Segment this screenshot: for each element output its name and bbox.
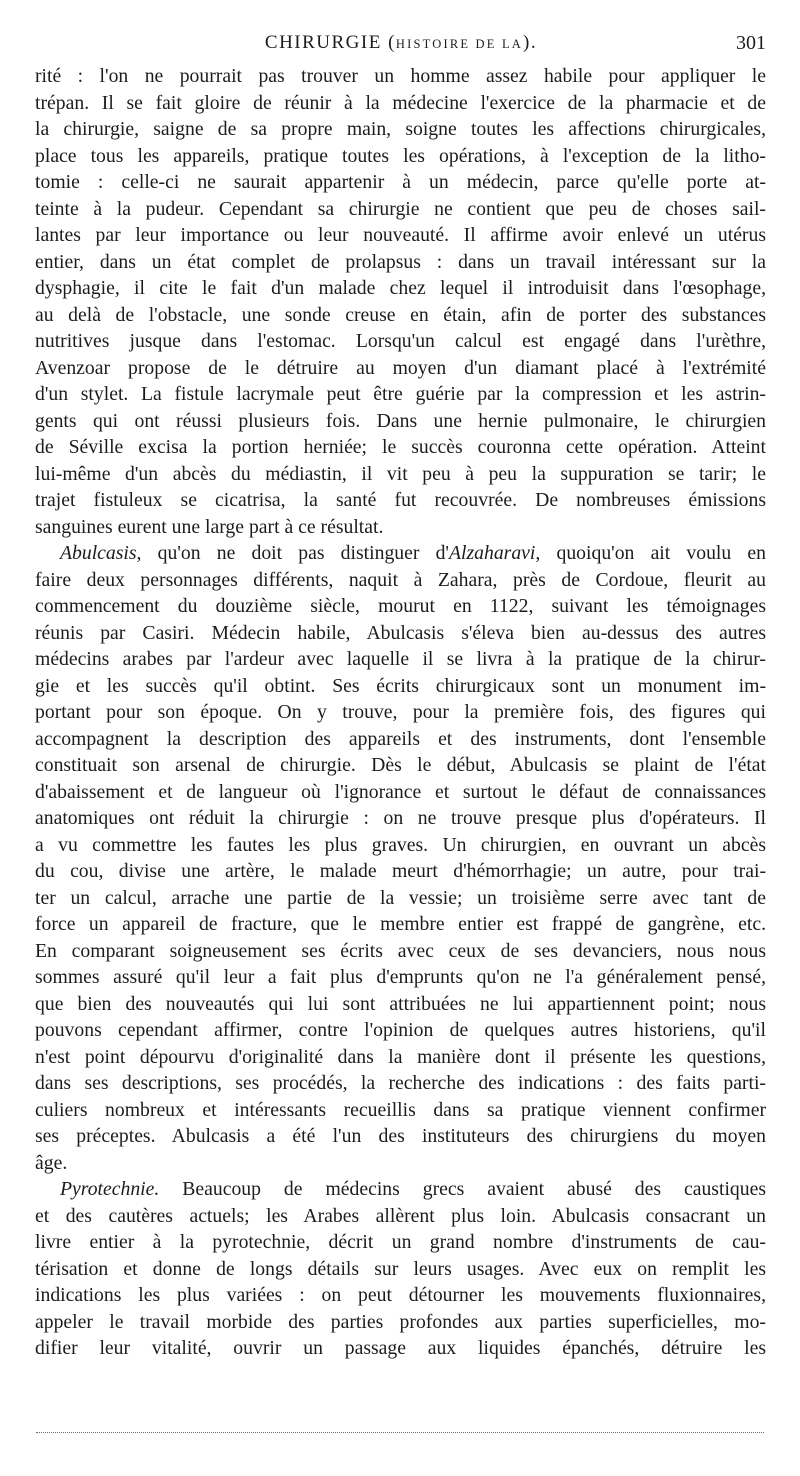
footer-dotted-rule bbox=[36, 1432, 764, 1433]
italic-term-pyrotechnie: Pyrotechnie. bbox=[60, 1178, 160, 1200]
text-line: faire deux personnages différents, naquit à Zahara, près de Cordoue, fleurit au bbox=[35, 568, 766, 591]
text-line: lantes par leur importance ou leur nouveauté. Il affirme avoir enlevé un utérus bbox=[35, 224, 766, 246]
running-title-close: ). bbox=[523, 32, 538, 53]
text-line: de Séville excisa la portion herniée; le succès couronna cette opération. Atteint bbox=[35, 436, 766, 458]
paragraph-abulcasis bbox=[35, 540, 766, 1176]
page-number: 301 bbox=[736, 32, 766, 54]
text-line: force un appareil de fracture, que le membre entier est frappé de gangrène, etc. bbox=[35, 913, 766, 935]
text-line: indications les plus variées : on peut détourner les mouvements fluxionnaires, bbox=[35, 1284, 766, 1306]
text-line: gents qui ont réussi plusieurs fois. Dans une hernie pulmonaire, le chirurgien bbox=[35, 409, 766, 432]
text-line: teinte à la pudeur. Cependant sa chirurgie ne contient que peu de choses sail- bbox=[35, 197, 766, 220]
italic-term-alzaharavi: Alzaharavi, bbox=[448, 542, 541, 564]
text-line: Avenzoar propose de le détruire au moyen d'un diamant placé à l'extrémité bbox=[35, 356, 766, 379]
text-line: réunis par Casiri. Médecin habile, Abulcasis s'éleva bien au-dessus des autres bbox=[35, 621, 766, 644]
text-line: appeler le travail morbide des parties profondes aux parties superficielles, mo- bbox=[35, 1310, 766, 1333]
running-title bbox=[36, 30, 766, 57]
text-line: dysphagie, il cite le fait d'un malade chez lequel il introduisit dans l'œsophage, bbox=[35, 277, 766, 299]
text-line: trépan. Il se fait gloire de réunir à la médecine l'exercice de la pharmacie et de bbox=[35, 91, 766, 114]
text-line: n'est point dépourvu d'originalité dans la manière dont il présente les questions, bbox=[35, 1045, 766, 1068]
text-line: âge. bbox=[35, 1151, 68, 1174]
text-line: difier leur vitalité, ouvrir un passage aux liquides épanchés, détruire les bbox=[35, 1337, 766, 1359]
text-line: et des cautères actuels; les Arabes allèrent plus loin. Abulcasis consacrant un bbox=[35, 1204, 766, 1227]
lead-text-tail: Beaucoup de médecins grecs avaient abusé des caustiques bbox=[159, 1178, 766, 1200]
paragraph-lead-line bbox=[35, 1176, 766, 1203]
text-line: dans ses descriptions, ses procédés, la recherche des indications : des faits parti- bbox=[35, 1072, 766, 1094]
running-title-smallcaps: HISTOIRE DE LA bbox=[395, 37, 524, 51]
text-line: lui-même d'un abcès du médiastin, il vit peu à peu la suppuration se tarir; le bbox=[35, 462, 766, 485]
text-line: sanguines eurent une large part à ce résultat. bbox=[35, 515, 384, 538]
text-line: térisation et donne de longs détails sur leurs usages. Avec eux on remplit les bbox=[35, 1257, 766, 1280]
paragraph-avenzoar bbox=[35, 63, 766, 540]
text-line: trajet fistuleux se cicatrisa, la santé fut recouvrée. De nombreuses émissions bbox=[35, 489, 766, 511]
text-line: portant pour son époque. On y trouve, pour la première fois, des figures qui bbox=[35, 701, 766, 723]
text-line: tomie : celle-ci ne saurait appartenir à un médecin, parce qu'elle porte at- bbox=[35, 171, 766, 193]
text-line: la chirurgie, saigne de sa propre main, soigne toutes les affections chirurgicales, bbox=[35, 118, 766, 140]
text-line: rité : l'on ne pourrait pas trouver un homme assez habile pour appliquer le bbox=[35, 65, 766, 87]
text-line: pouvons cependant affirmer, contre l'opinion de quelques autres historiens, qu'il bbox=[35, 1019, 766, 1041]
paragraph-lead-line bbox=[35, 540, 766, 567]
text-line: que bien des nouveautés qui lui sont attribuées ne lui appartiennent point; nous bbox=[35, 992, 766, 1015]
text-line: commencement du douzième siècle, mourut en 1122, suivant les témoignages bbox=[35, 595, 766, 617]
text-line: nutritives jusque dans l'estomac. Lorsqu'un calcul est engagé dans l'urèthre, bbox=[35, 330, 766, 352]
italic-term-abulcasis: Abulcasis, bbox=[60, 542, 142, 564]
text-line: place tous les appareils, pratique toutes les opérations, à l'exception de la litho- bbox=[35, 144, 766, 167]
text-line: accompagnent la description des appareils et des instruments, dont l'ensemble bbox=[35, 727, 766, 750]
text-line: livre entier à la pyrotechnie, décrit un grand nombre d'instruments de cau- bbox=[35, 1231, 766, 1253]
running-head bbox=[36, 30, 766, 56]
lead-text-tail: quoiqu'on ait voulu en bbox=[540, 542, 766, 564]
text-line: au delà de l'obstacle, une sonde creuse en étain, afin de porter des substances bbox=[35, 303, 766, 326]
text-line: a vu commettre les fautes les plus graves. Un chirurgien, en ouvrant un abcès bbox=[35, 833, 766, 856]
text-line: d'un stylet. La fistule lacrymale peut être guérie par la compression et les astrin- bbox=[35, 383, 766, 405]
text-line: ter un calcul, arrache une partie de la vessie; un troisième serre avec tant de bbox=[35, 886, 766, 909]
lead-text: qu'on ne doit pas distinguer d' bbox=[141, 542, 449, 564]
text-line: En comparant soigneusement ses écrits avec ceux de ses devanciers, nous nous bbox=[35, 939, 766, 962]
text-line: constituait son arsenal de chirurgie. Dès le début, Abulcasis se plaint de l'état bbox=[35, 754, 766, 776]
text-line: gie et les succès qu'il obtint. Ses écrits chirurgicaux sont un monument im- bbox=[35, 674, 766, 697]
body-text bbox=[35, 63, 766, 1362]
text-line: médecins arabes par l'ardeur avec laquelle il se livra à la pratique de la chirur- bbox=[35, 648, 766, 670]
text-line: du cou, divise une artère, le malade meurt d'hémorrhagie; un autre, pour trai- bbox=[35, 860, 766, 882]
paragraph-pyrotechnie bbox=[35, 1176, 766, 1362]
text-line: ses préceptes. Abulcasis a été l'un des instituteurs des chirurgiens du moyen bbox=[35, 1125, 766, 1147]
text-line: anatomiques ont réduit la chirurgie : on ne trouve presque plus d'opérateurs. Il bbox=[35, 807, 766, 829]
text-line: sommes assuré qu'il leur a fait plus d'emprunts qu'on ne l'a généralement pensé, bbox=[35, 966, 766, 988]
text-line: culiers nombreux et intéressants recueillis dans sa pratique viennent confirmer bbox=[35, 1098, 766, 1121]
running-title-main: CHIRURGIE ( bbox=[264, 32, 396, 53]
text-line: entier, dans un état complet de prolapsus : dans un travail intéressant sur la bbox=[35, 250, 766, 273]
text-line: d'abaissement et de langueur où l'ignorance et surtout le défaut de connaissances bbox=[35, 780, 766, 803]
